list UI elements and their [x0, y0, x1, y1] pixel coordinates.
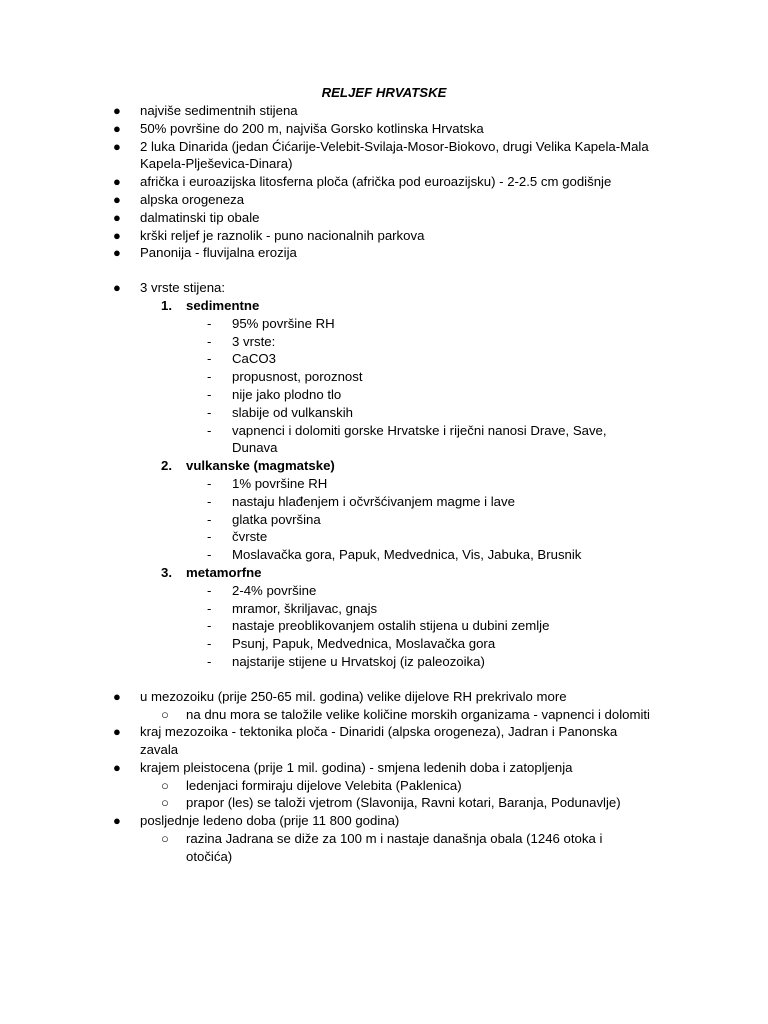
list-item-text: propusnost, poroznost	[232, 369, 363, 385]
bullet-item	[0, 759, 650, 777]
list-marker: ●	[113, 209, 121, 225]
list-item-text: alpska orogeneza	[140, 191, 245, 207]
list-item-text: prapor (les) se taloži vjetrom (Slavonija, Ravni kotari, Baranja, Podunavlje)	[186, 795, 621, 811]
sub-bullet-item	[0, 777, 650, 795]
list-marker: ○	[161, 777, 169, 793]
bullet-item	[0, 191, 650, 209]
bullet-item	[0, 138, 650, 174]
list-item-text: vapnenci i dolomiti gorske Hrvatske i riječni nanosi Drave, Save, Dunava	[232, 422, 607, 456]
list-item-text: sedimentne	[186, 297, 260, 313]
list-marker: ○	[161, 831, 169, 847]
list-item-text: čvrste	[232, 529, 268, 545]
bullet-item	[0, 688, 650, 706]
list-item-text: Psunj, Papuk, Medvednica, Moslavačka gora	[232, 636, 496, 652]
list-marker: -	[207, 582, 212, 598]
dash-item	[0, 600, 652, 618]
document-body	[0, 102, 768, 866]
list-marker: -	[207, 404, 212, 420]
dash-item	[0, 493, 652, 511]
list-item-text: ledenjaci formiraju dijelove Velebita (Paklenica)	[186, 777, 462, 793]
list-marker: ●	[113, 759, 121, 775]
dash-item	[0, 617, 652, 635]
dash-item	[0, 350, 652, 368]
list-item-text: 95% površine RH	[232, 315, 335, 331]
list-item-text: slabije od vulkanskih	[232, 404, 353, 420]
sub-bullet-item	[0, 830, 650, 866]
list-marker: ●	[113, 191, 121, 207]
list-marker: ○	[161, 795, 169, 811]
list-item-text: nije jako plodno tlo	[232, 386, 342, 402]
list-marker: -	[207, 351, 212, 367]
dash-item	[0, 582, 652, 600]
dash-item	[0, 368, 652, 386]
list-item-text: 2-4% površine	[232, 582, 317, 598]
list-item-text: nastaje preoblikovanjem ostalih stijena u dubini zemlje	[232, 618, 550, 634]
list-item-text: krški reljef je raznolik - puno nacionalnih parkova	[140, 227, 425, 243]
dash-item	[0, 511, 652, 529]
bullet-item	[0, 120, 650, 138]
list-marker: 2.	[161, 458, 172, 474]
list-marker: -	[207, 315, 212, 331]
list-marker: -	[207, 386, 212, 402]
bullet-item	[0, 812, 650, 830]
dash-item	[0, 386, 652, 404]
list-marker: -	[207, 475, 212, 491]
list-item-text: afrička i euroazijska litosferna ploča (afrička pod euroazijsku) - 2-2.5 cm godišnje	[140, 174, 612, 190]
bullet-item	[0, 279, 650, 297]
list-marker: ●	[113, 688, 121, 704]
list-marker: -	[207, 529, 212, 545]
numbered-item	[0, 457, 656, 475]
dash-item	[0, 404, 652, 422]
list-marker: -	[207, 636, 212, 652]
list-marker: -	[207, 653, 212, 669]
list-marker: ●	[113, 138, 121, 154]
list-item-text: krajem pleistocena (prije 1 mil. godina) - smjena ledenih doba i zatopljenja	[140, 759, 573, 775]
list-item-text: CaCO3	[232, 351, 276, 367]
sub-bullet-item	[0, 794, 650, 812]
list-item-text: dalmatinski tip obale	[140, 209, 260, 225]
numbered-item	[0, 297, 656, 315]
document-title: RELJEF HRVATSKE	[321, 85, 447, 100]
numbered-item	[0, 564, 656, 582]
sub-bullet-item	[0, 706, 650, 724]
dash-item	[0, 475, 652, 493]
dash-item	[0, 653, 652, 671]
bullet-item	[0, 723, 650, 759]
list-item-text: razina Jadrana se diže za 100 m i nastaje današnja obala (1246 otoka i otočića)	[186, 831, 603, 864]
dash-item	[0, 546, 652, 564]
dash-item	[0, 528, 652, 546]
list-item-text: glatka površina	[232, 511, 321, 527]
list-marker: ●	[113, 724, 121, 740]
list-item-text: 3 vrste stijena:	[140, 280, 226, 296]
list-marker: -	[207, 369, 212, 385]
dash-item	[0, 635, 652, 653]
list-item-text: mramor, škriljavac, gnajs	[232, 600, 378, 616]
list-marker: ●	[113, 120, 121, 136]
list-item-text: na dnu mora se taložile velike količine morskih organizama - vapnenci i dolomiti	[186, 706, 650, 722]
list-item-text: 1% površine RH	[232, 475, 328, 491]
list-marker: ●	[113, 227, 121, 243]
list-item-text: 50% površine do 200 m, najviša Gorsko kotlinska Hrvatska	[140, 120, 484, 136]
list-item-text: metamorfne	[186, 564, 262, 580]
list-marker: -	[207, 333, 212, 349]
list-item-text: nastaju hlađenjem i očvršćivanjem magme i lave	[232, 493, 515, 509]
spacer	[0, 262, 768, 279]
list-marker: -	[207, 618, 212, 634]
bullet-item	[0, 173, 650, 191]
bullet-item	[0, 244, 650, 262]
bullet-item	[0, 227, 650, 245]
list-marker: ○	[161, 706, 169, 722]
list-item-text: Panonija - fluvijalna erozija	[140, 245, 297, 261]
list-item-text: 3 vrste:	[232, 333, 276, 349]
list-marker: ●	[113, 280, 121, 296]
list-marker: ●	[113, 245, 121, 261]
list-marker: ●	[113, 174, 121, 190]
spacer	[0, 671, 768, 688]
list-marker: -	[207, 493, 212, 509]
list-item-text: posljednje ledeno doba (prije 11 800 godina)	[140, 813, 400, 829]
list-item-text: kraj mezozoika - tektonika ploča - Dinaridi (alpska orogeneza), Jadran i Panonska zavala	[140, 724, 618, 758]
list-item-text: Moslavačka gora, Papuk, Medvednica, Vis, Jabuka, Brusnik	[232, 547, 582, 563]
list-marker: 1.	[161, 297, 172, 313]
list-marker: ●	[113, 103, 121, 118]
list-item-text: vulkanske (magmatske)	[186, 458, 335, 474]
list-item-text: 2 luka Dinarida (jedan Ćićarije-Velebit-Svilaja-Mosor-Biokovo, drugi Velika Kapela-Mala Kapela-Plješevica-Dinara)	[140, 138, 649, 172]
list-item-text: najviše sedimentnih stijena	[140, 103, 298, 118]
list-marker: -	[207, 422, 212, 438]
list-marker: -	[207, 600, 212, 616]
list-item-text: najstarije stijene u Hrvatskoj (iz paleozoika)	[232, 653, 485, 669]
dash-item	[0, 315, 652, 333]
dash-item	[0, 333, 652, 351]
bullet-item	[0, 209, 650, 227]
dash-item	[0, 422, 652, 458]
bullet-item	[0, 102, 650, 120]
list-marker: -	[207, 547, 212, 563]
list-marker: -	[207, 511, 212, 527]
list-marker: 3.	[161, 564, 172, 580]
list-item-text: u mezozoiku (prije 250-65 mil. godina) velike dijelove RH prekrivalo more	[140, 688, 567, 704]
list-marker: ●	[113, 813, 121, 829]
